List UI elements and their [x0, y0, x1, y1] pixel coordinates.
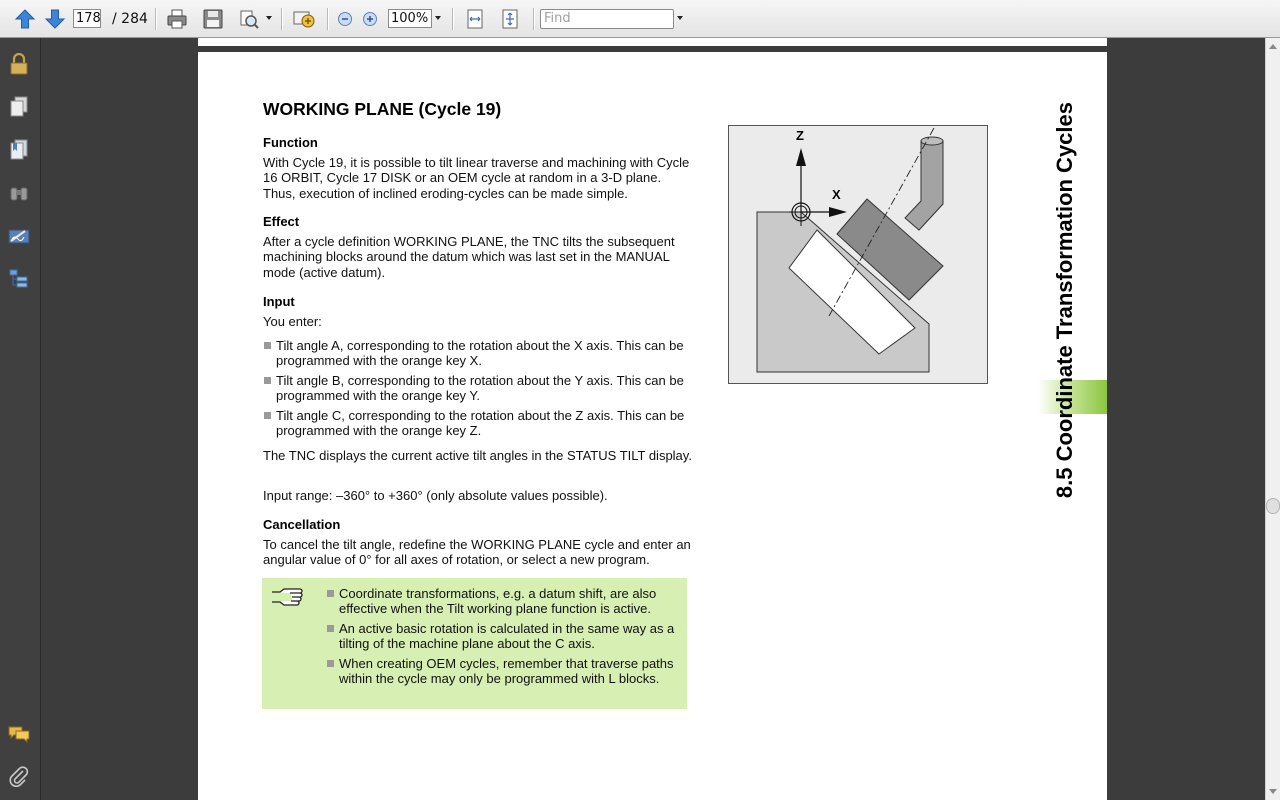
- scroll-down-icon[interactable]: [1269, 789, 1277, 794]
- bullet-square: [327, 660, 334, 667]
- function-text: With Cycle 19, it is possible to tilt linear traverse and machining with Cycle 16 ORBIT, Cycle 17 DISK or an OEM cycle at random in a 3-D plane. Thus, execution of inclined eroding-cycles can be made simple.: [263, 155, 690, 201]
- list-item: Coordinate transformations, e.g. a datum shift, are also effective when the Tilt working plane function is active.: [327, 586, 677, 617]
- list-item: Tilt angle A, corresponding to the rotation about the X axis. This can be programmed with the orange key X.: [263, 338, 693, 369]
- chapter-side-title: 8.5 Coordinate Transformation Cycles: [1052, 102, 1077, 499]
- sign-icon[interactable]: [7, 224, 31, 248]
- pages-icon[interactable]: [7, 95, 31, 119]
- x-axis-label: X: [832, 187, 841, 202]
- tilted-plane-figure: [728, 125, 988, 384]
- status-text: The TNC displays the current active tilt angles in the STATUS TILT display.: [263, 448, 692, 463]
- print-icon[interactable]: [165, 7, 189, 31]
- find-pages-icon[interactable]: [237, 7, 261, 31]
- toolbar-separator: [327, 8, 329, 30]
- bullet-square: [264, 412, 271, 419]
- arrow-down-icon[interactable]: [43, 7, 67, 31]
- toolbar-separator: [281, 8, 283, 30]
- document-page: [198, 52, 1107, 800]
- note-box: [262, 578, 687, 709]
- toolbar-separator: [155, 8, 157, 30]
- bullet-square: [327, 590, 334, 597]
- vertical-scrollbar[interactable]: [1265, 38, 1280, 800]
- page-title: WORKING PLANE (Cycle 19): [263, 99, 502, 119]
- email-icon[interactable]: [291, 7, 317, 31]
- save-icon[interactable]: [201, 7, 225, 31]
- lock-icon[interactable]: [7, 52, 31, 76]
- comments-icon[interactable]: [7, 722, 31, 746]
- input-heading: Input: [263, 294, 295, 309]
- effect-text: After a cycle definition WORKING PLANE, the TNC tilts the subsequent machining blocks around the datum which was last set in the MANUAL mode (active datum).: [263, 234, 675, 280]
- chevron-down-icon[interactable]: [435, 16, 441, 20]
- zoom-input[interactable]: 100%: [388, 9, 432, 28]
- cancellation-heading: Cancellation: [263, 517, 341, 532]
- pointing-hand-icon: [270, 586, 306, 614]
- scroll-up-icon[interactable]: [1269, 44, 1277, 49]
- list-item: An active basic rotation is calculated in the same way as a tilting of the machine plane about the C axis.: [327, 621, 677, 652]
- previous-page-edge: [198, 38, 1107, 52]
- scroll-thumb[interactable]: [1266, 498, 1280, 514]
- effect-heading: Effect: [263, 214, 300, 229]
- zoom-out-icon[interactable]: [336, 7, 354, 31]
- bullet-square: [264, 342, 271, 349]
- binoculars-icon[interactable]: [7, 181, 31, 205]
- bullet-square: [264, 377, 271, 384]
- function-heading: Function: [263, 135, 318, 150]
- chevron-down-icon[interactable]: [677, 16, 683, 20]
- arrow-up-icon[interactable]: [13, 7, 37, 31]
- sidebar: [0, 38, 41, 800]
- list-item: Tilt angle B, corresponding to the rotation about the Y axis. This can be programmed with the orange key Y.: [263, 373, 693, 404]
- bullet-square: [327, 625, 334, 632]
- bookmark-icon[interactable]: [7, 138, 31, 162]
- chevron-down-icon[interactable]: [266, 16, 272, 20]
- cancellation-text: To cancel the tilt angle, redefine the WORKING PLANE cycle and enter an angular value of 0° for all axes of rotation, or select a new program.: [263, 537, 691, 568]
- input-intro: You enter:: [263, 314, 322, 329]
- z-axis-label: Z: [796, 128, 804, 143]
- fit-page-icon[interactable]: [498, 7, 522, 31]
- fit-width-icon[interactable]: [463, 7, 487, 31]
- page-number-input[interactable]: 178: [73, 9, 101, 28]
- attachment-icon[interactable]: [7, 765, 31, 789]
- find-input[interactable]: Find: [540, 9, 674, 29]
- toolbar: [0, 0, 1280, 38]
- range-text: Input range: –360° to +360° (only absolute values possible).: [263, 488, 608, 503]
- page-total: / 284: [112, 11, 148, 27]
- zoom-in-icon[interactable]: [361, 7, 379, 31]
- toolbar-separator: [533, 8, 535, 30]
- toolbar-separator: [452, 8, 454, 30]
- structure-icon[interactable]: [7, 267, 31, 291]
- list-item: Tilt angle C, corresponding to the rotation about the Z axis. This can be programmed with the orange key Z.: [263, 408, 693, 439]
- list-item: When creating OEM cycles, remember that traverse paths within the cycle may only be programmed with L blocks.: [327, 656, 677, 687]
